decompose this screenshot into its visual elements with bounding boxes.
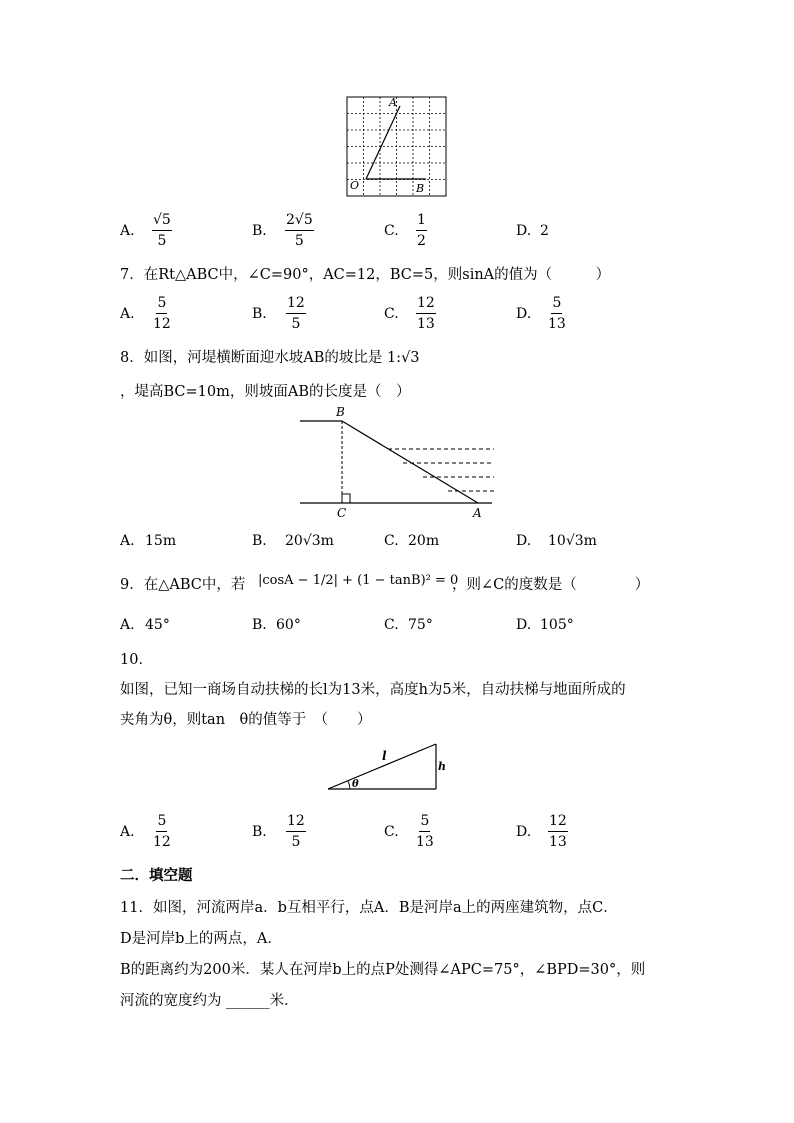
- q9-option-c-letter: C.: [384, 617, 399, 633]
- q7-option-b-den: 5: [291, 316, 301, 332]
- q8-option-b-letter: B.: [252, 533, 267, 549]
- q8-option-a-letter: A.: [120, 533, 135, 549]
- q7-option-a-num: 5: [156, 295, 167, 314]
- q9-suffix: ，则∠C的度数是（ ）: [452, 577, 650, 593]
- q11-line2: D是河岸b上的两点，A．: [120, 931, 282, 947]
- q10-option-b-den: 5: [291, 834, 301, 850]
- q7-option-d-num: 5: [551, 295, 562, 314]
- q7-option-a-den: 12: [153, 316, 171, 332]
- q7-option-c-den: 13: [417, 316, 435, 332]
- q7-option-d-frac: [548, 295, 566, 332]
- q8-stem-line2: ，堤高BC=10m，则坡面AB的长度是（ ）: [120, 384, 411, 400]
- q8-embankment-figure: [298, 405, 498, 520]
- section-heading-fill-in: 二．填空题: [120, 867, 193, 884]
- q8-option-a-text: 15m: [145, 533, 177, 549]
- label-b: B: [416, 182, 425, 195]
- q9-expression: |cosA − 1/2| + (1 − tanB)² = 0: [258, 573, 459, 588]
- q6-option-b-letter: B.: [252, 223, 267, 239]
- q9-option-c-text: 75°: [408, 617, 433, 633]
- q6-option-b-den: 5: [294, 233, 304, 249]
- segment-oa: [366, 106, 400, 179]
- q7-option-c-frac: [416, 295, 436, 332]
- q8-option-d-text: 10√3m: [548, 533, 597, 549]
- label-c: C: [337, 506, 347, 520]
- label-a: A: [473, 506, 482, 520]
- q6-grid-figure: [346, 96, 448, 198]
- q10-option-c-frac: [416, 813, 434, 850]
- q6-option-d-letter: D.: [516, 223, 532, 239]
- q7-option-d-letter: D.: [516, 306, 532, 322]
- q10-option-a-letter: A.: [120, 824, 135, 840]
- q6-option-a-den: 5: [157, 233, 167, 249]
- q9-option-a-text: 45°: [145, 617, 170, 633]
- q10-option-c-den: 13: [416, 834, 434, 850]
- q6-option-c-den: 2: [417, 233, 426, 249]
- q8-option-c-letter: C.: [384, 533, 399, 549]
- q7-option-d-den: 13: [548, 316, 566, 332]
- q10-option-c-letter: C.: [384, 824, 399, 840]
- q11-line4: 河流的宽度约为 ______米．: [120, 993, 299, 1009]
- q7-option-b-num: 12: [286, 295, 306, 314]
- q9-option-b-letter: B.: [252, 617, 267, 633]
- label-l: l: [382, 749, 387, 763]
- q10-option-b-num: 12: [286, 813, 306, 832]
- q6-option-b-frac: [285, 212, 314, 249]
- q6-option-b-num: 2√5: [285, 212, 314, 231]
- q6-option-a-num: √5: [152, 212, 172, 231]
- label-a: A: [389, 96, 397, 109]
- q10-option-b-letter: B.: [252, 824, 267, 840]
- q7-option-b-letter: B.: [252, 306, 267, 322]
- q6-option-a-letter: A.: [120, 223, 135, 239]
- q10-option-a-frac: [153, 813, 171, 850]
- q6-option-c-letter: C.: [384, 223, 399, 239]
- q6-option-c-num: 1: [416, 212, 427, 231]
- q10-option-d-letter: D.: [516, 824, 532, 840]
- q10-option-a-den: 12: [153, 834, 171, 850]
- q9-option-b-text: 60°: [276, 617, 301, 633]
- q10-option-d-den: 13: [549, 834, 567, 850]
- q10-number: 10．: [120, 652, 153, 668]
- q9-prefix: 9．在△ABC中，若: [120, 577, 246, 593]
- q6-option-d-text: 2: [540, 223, 549, 239]
- q10-line2: 夹角为θ，则tan θ的值等于 （ ）: [120, 712, 372, 728]
- q8-option-b-text: 20√3m: [285, 533, 334, 549]
- q10-option-c-num: 5: [419, 813, 430, 832]
- q10-option-a-num: 5: [156, 813, 167, 832]
- q10-option-d-frac: [548, 813, 568, 850]
- q10-option-d-num: 12: [548, 813, 568, 832]
- q7-stem: 7．在Rt△ABC中，∠C=90°，AC=12，BC=5，则sinA的值为（ ）: [120, 267, 611, 283]
- q7-option-a-frac: [153, 295, 171, 332]
- q6-option-c-frac: [416, 212, 427, 249]
- q9-option-d-letter: D.: [516, 617, 532, 633]
- q8-option-c-text: 20m: [408, 533, 440, 549]
- q10-option-b-frac: [286, 813, 306, 850]
- q9-option-a-letter: A.: [120, 617, 135, 633]
- q7-option-c-num: 12: [416, 295, 436, 314]
- label-theta: θ: [352, 779, 359, 790]
- q10-escalator-figure: [326, 740, 450, 792]
- q7-option-a-letter: A.: [120, 306, 135, 322]
- q11-line1: 11．如图，河流两岸a．b互相平行，点A．B是河岸a上的两座建筑物，点C．: [120, 900, 618, 916]
- q9-option-d-text: 105°: [540, 617, 574, 633]
- q8-stem-line1: 8．如图，河堤横断面迎水坡AB的坡比是 1:√3: [120, 350, 420, 366]
- q7-option-b-frac: [286, 295, 306, 332]
- q7-option-c-letter: C.: [384, 306, 399, 322]
- q10-line1: 如图，已知一商场自动扶梯的长l为13米，高度h为5米，自动扶梯与地面所成的: [120, 682, 626, 698]
- q11-line3: B的距离约为200米．某人在河岸b上的点P处测得∠APC=75°，∠BPD=30°，则: [120, 962, 646, 978]
- label-h: h: [438, 760, 446, 773]
- label-b: B: [336, 405, 345, 419]
- label-o: O: [350, 179, 360, 192]
- q6-option-a-frac: [152, 212, 172, 249]
- q8-option-d-letter: D.: [516, 533, 532, 549]
